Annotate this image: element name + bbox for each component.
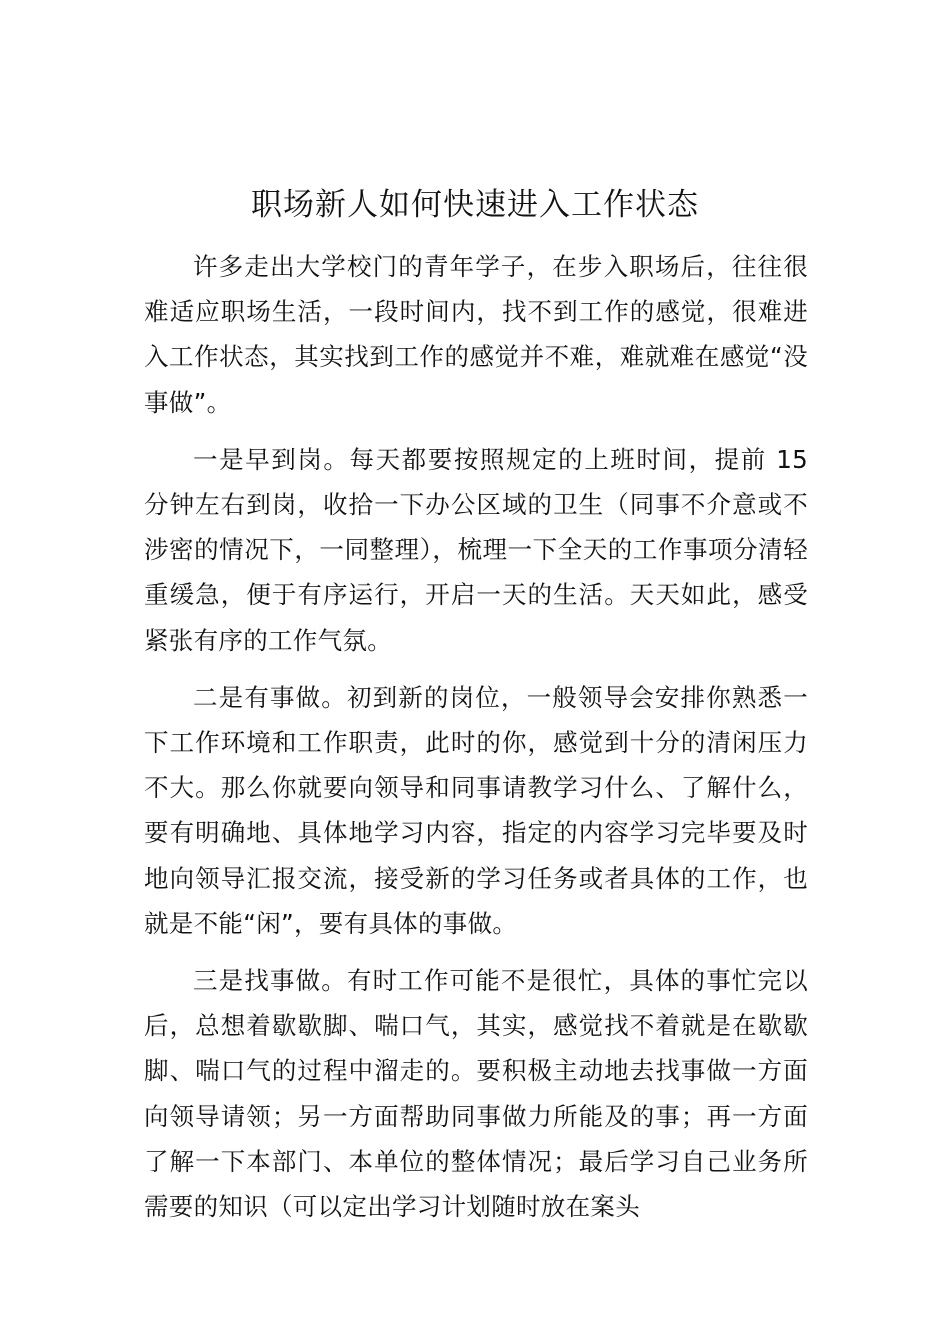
paragraph-point-two: 二是有事做。初到新的岗位，一般领导会安排你熟悉一下工作环境和工作职责，此时的你，感觉到十分的清闲压力不大。那么你就要向领导和同事请教学习什么、了解什么，要有明确地、具体地学习内容，指定的内容学习完毕要及时地向领导汇报交流，接受新的学习任务或者具体的工作，也就是不能“闲”，要有具体的事做。 (144, 682, 808, 938)
paragraph-point-three: 三是找事做。有时工作可能不是很忙，具体的事忙完以后，总想着歇歇脚、喘口气，其实，感觉找不着就是在歇歇脚、喘口气的过程中溜走的。要积极主动地去找事做一方面向领导请领；另一方面帮助同事做力所能及的事；再一方面了解一下本部门、本单位的整体情况；最后学习自己业务所需要的知识（可以定出学习计划随时放在案头 (144, 966, 808, 1222)
document-body (144, 244, 808, 1241)
paragraph-point-one: 一是早到岗。每天都要按照规定的上班时间，提前 15 分钟左右到岗，收拾一下办公区域的卫生（同事不介意或不涉密的情况下，一同整理），梳理一下全天的工作事项分清轻重缓急，便于有序运行，开启一天的生活。天天如此，感受紧张有序的工作气氛。 (144, 444, 808, 655)
document-title: 职场新人如何快速进入工作状态 (251, 187, 699, 223)
paragraph-intro: 许多走出大学校门的青年学子，在步入职场后，往往很难适应职场生活，一段时间内，找不到工作的感觉，很难进入工作状态，其实找到工作的感觉并不难，难就难在感觉“没事做”。 (144, 252, 808, 417)
